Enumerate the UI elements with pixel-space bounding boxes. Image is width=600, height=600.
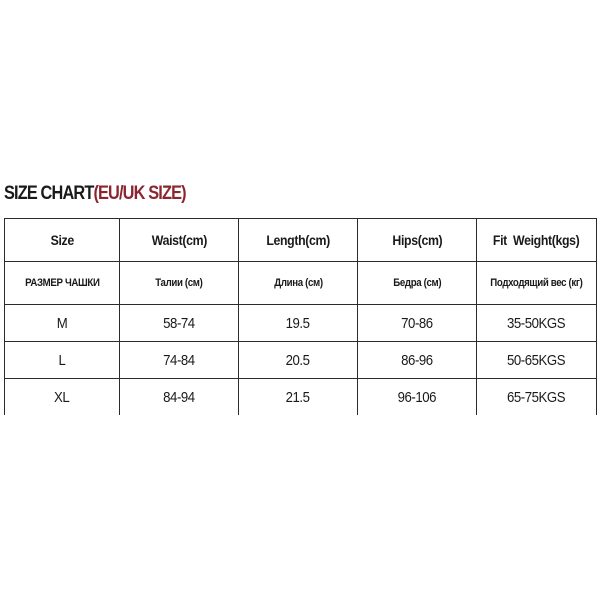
size-cell: XL (5, 379, 120, 416)
title-accent: (EU/UK SIZE) (93, 183, 186, 204)
subheader-cell: Бедра (см) (358, 262, 477, 305)
header-cell: Hips(cm) (358, 219, 477, 262)
header-cell: Size (5, 219, 120, 262)
waist-cell: 74-84 (120, 342, 239, 379)
size-chart-title (4, 183, 186, 205)
length-cell: 21.5 (239, 379, 358, 416)
subheader-row (5, 262, 597, 305)
size-cell: M (5, 305, 120, 342)
waist-cell: 58-74 (120, 305, 239, 342)
hips-cell: 86-96 (358, 342, 477, 379)
header-cell: Waist(cm) (120, 219, 239, 262)
header-cell: Fit Weight(kgs) (477, 219, 597, 262)
header-row (5, 219, 597, 262)
subheader-cell: Талии (см) (120, 262, 239, 305)
weight-cell: 65-75KGS (477, 379, 597, 416)
weight-cell: 50-65KGS (477, 342, 597, 379)
subheader-cell: Длина (см) (239, 262, 358, 305)
size-table (4, 218, 597, 415)
hips-cell: 96-106 (358, 379, 477, 416)
table-row (5, 342, 597, 379)
subheader-cell: Подходящий вес (кг) (477, 262, 597, 305)
subheader-cell: РАЗМЕР ЧАШКИ (5, 262, 120, 305)
waist-cell: 84-94 (120, 379, 239, 416)
weight-cell: 35-50KGS (477, 305, 597, 342)
header-cell: Length(cm) (239, 219, 358, 262)
size-cell: L (5, 342, 120, 379)
length-cell: 20.5 (239, 342, 358, 379)
table-row (5, 305, 597, 342)
length-cell: 19.5 (239, 305, 358, 342)
title-main: SIZE CHART (4, 183, 94, 204)
table-row (5, 379, 597, 416)
hips-cell: 70-86 (358, 305, 477, 342)
